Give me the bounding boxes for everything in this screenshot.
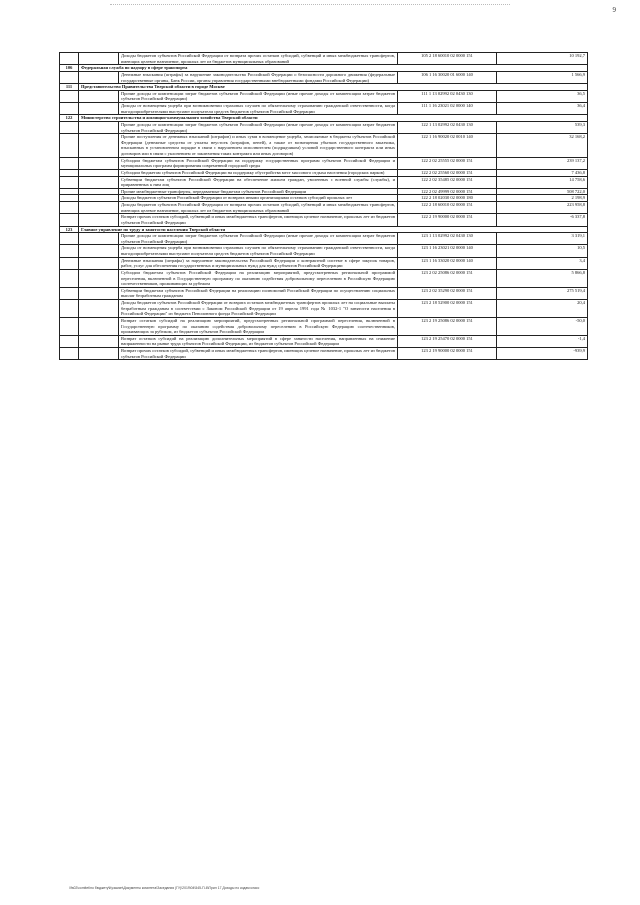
amount-cell: 508 722,0 bbox=[497, 188, 588, 195]
revenue-description: Прочие поступления от денежных взысканий (штрафов) и иных сумм в возмещение ущерба, зачисляемые в бюджеты субъектов Российской Федерации (денежные средства от уплаты неустоек (штрафов, пеней), а также от возмещения убытков государственного заказчика, взысканных в установленном порядке в связи с нарушением исполнителем (подрядчиком) условий государственного контракта или иных договоров или в связи с уклонением от заключения таких контракта или иных договоров) bbox=[119, 134, 398, 158]
amount-cell: 239 137,2 bbox=[497, 157, 588, 169]
row-blank-cell bbox=[79, 317, 119, 335]
row-code-cell bbox=[60, 269, 79, 287]
budget-classification-code: 122 2 02 49999 02 0000 151 bbox=[398, 188, 497, 195]
budget-classification-code: 123 1 16 23021 02 0000 140 bbox=[398, 245, 497, 257]
administrator-row bbox=[60, 226, 588, 233]
revenue-description: Доходы бюджетов субъектов Российской Федерации от возврата остатков межбюджетных трансфертов прошлых лет на социальные выплаты безработным гражданам в соответствии с Законом Российской Федерации от 19 апреля 1991 года № 1032-1 "О занятости населения в Российской Федерации" из бюджета Пенсионного фонда Российской Федерации bbox=[119, 300, 398, 318]
row-code-cell bbox=[60, 257, 79, 269]
row-blank-cell bbox=[79, 300, 119, 318]
budget-classification-code: 123 1 16 33020 02 0000 140 bbox=[398, 257, 497, 269]
administrator-title: Главное управление по труду и занятости населения Тверской области bbox=[79, 226, 588, 233]
revenue-description: Субсидии бюджетам субъектов Российской Федерации на поддержку обустройства мест массового отдыха населения (городских парков) bbox=[119, 169, 398, 176]
revenue-description: Прочие доходы от компенсации затрат бюджетов субъектов Российской Федерации (иные прочие доходы от компенсации затрат бюджетов субъектов Российской Федерации) bbox=[119, 233, 398, 245]
revenue-description: Доходы бюджетов субъектов Российской Федерации от возврата иными организациями остатков субсидий прошлых лет bbox=[119, 195, 398, 202]
amount-cell: 3,4 bbox=[497, 257, 588, 269]
row-blank-cell bbox=[79, 214, 119, 226]
file-path-footer: \\fs02\comitet\по бюджету\Кузьмин\Документы комитета\Заседания (ГУ)\2019\04\545-П-6\Прил 17 Доходы по кодам класс bbox=[69, 886, 260, 890]
revenue-description: Доходы бюджетов субъектов Российской Федерации от возврата прочих остатков субсидий, субвенций и иных межбюджетных трансфертов, имеющих целевое назначение, прошлых лет из бюджетов муниципальных образований bbox=[119, 53, 398, 65]
budget-classification-code: 122 2 18 02030 02 0000 180 bbox=[398, 195, 497, 202]
budget-classification-code: 123 2 19 90000 02 0000 151 bbox=[398, 348, 497, 360]
table-row bbox=[60, 317, 588, 335]
table-row bbox=[60, 300, 588, 318]
budget-classification-code: 122 2 18 60010 02 0000 151 bbox=[398, 202, 497, 214]
revenue-description: Доходы бюджетов субъектов Российской Федерации от возврата прочих остатков субсидий, субвенций и иных межбюджетных трансфертов, имеющих целевое назначение, прошлых лет из бюджетов муниципальных образований bbox=[119, 202, 398, 214]
administrator-code: 123 bbox=[60, 226, 79, 233]
row-blank-cell bbox=[79, 103, 119, 115]
table-row bbox=[60, 103, 588, 115]
budget-classification-code: 123 2 19 25086 02 0000 151 bbox=[398, 317, 497, 335]
row-code-cell bbox=[60, 169, 79, 176]
row-code-cell bbox=[60, 287, 79, 299]
revenue-description: Доходы от возмещения ущерба при возникновении страховых случаев по обязательному страхованию гражданской ответственности, когда выгодоприобретателями выступают получатели средств бюджетов субъектов Российской Федерации bbox=[119, 103, 398, 115]
budget-classification-code: 111 1 16 23021 02 0000 140 bbox=[398, 103, 497, 115]
row-blank-cell bbox=[79, 71, 119, 83]
revenue-table-body bbox=[60, 53, 588, 360]
table-row bbox=[60, 287, 588, 299]
row-code-cell bbox=[60, 317, 79, 335]
row-blank-cell bbox=[79, 348, 119, 360]
revenue-description: Прочие доходы от компенсации затрат бюджетов субъектов Российской Федерации (иные прочие доходы от компенсации затрат бюджетов субъектов Российской Федерации) bbox=[119, 90, 398, 102]
budget-classification-code: 123 2 19 25470 02 0000 151 bbox=[398, 335, 497, 347]
table-row bbox=[60, 245, 588, 257]
row-blank-cell bbox=[79, 121, 119, 133]
row-blank-cell bbox=[79, 335, 119, 347]
row-blank-cell bbox=[79, 287, 119, 299]
amount-cell: 3 319,1 bbox=[497, 233, 588, 245]
amount-cell: 7 436,8 bbox=[497, 169, 588, 176]
table-row bbox=[60, 121, 588, 133]
amount-cell: 10,5 bbox=[497, 245, 588, 257]
amount-cell: 539,3 bbox=[497, 121, 588, 133]
row-code-cell bbox=[60, 233, 79, 245]
revenue-description: Субвенции бюджетам субъектов Российской Федерации на реализацию полномочий Российской Федерации по осуществлению социальных выплат безработным гражданам bbox=[119, 287, 398, 299]
row-code-cell bbox=[60, 300, 79, 318]
row-code-cell bbox=[60, 71, 79, 83]
row-code-cell bbox=[60, 176, 79, 188]
table-row bbox=[60, 90, 588, 102]
table-row bbox=[60, 169, 588, 176]
table-row bbox=[60, 176, 588, 188]
row-code-cell bbox=[60, 134, 79, 158]
revenue-description: Возврат остатков субсидий на реализацию мероприятий, предусмотренных региональной программой переселения, включенной в Государственную программу по оказанию содействия добровольному переселению в Российскую Федерацию соотечественников, проживающих за рубежом, из бюджетов субъектов Российской Федерации bbox=[119, 317, 398, 335]
row-code-cell bbox=[60, 335, 79, 347]
table-row bbox=[60, 53, 588, 65]
amount-cell: 36,5 bbox=[497, 90, 588, 102]
budget-classification-code: 105 2 18 60010 02 0000 151 bbox=[398, 53, 497, 65]
table-row bbox=[60, 134, 588, 158]
table-row bbox=[60, 269, 588, 287]
budget-classification-code: 123 1 13 02992 02 0430 130 bbox=[398, 233, 497, 245]
row-blank-cell bbox=[79, 195, 119, 202]
revenue-description: Возврат прочих остатков субсидий, субвенций и иных межбюджетных трансфертов, имеющих целевое назначение, прошлых лет из бюджетов субъектов Российской Федерации bbox=[119, 214, 398, 226]
row-blank-cell bbox=[79, 233, 119, 245]
page-number: 9 bbox=[612, 6, 616, 14]
row-code-cell bbox=[60, 121, 79, 133]
amount-cell: 20,4 bbox=[497, 300, 588, 318]
administrator-code: 106 bbox=[60, 65, 79, 72]
revenue-description: Денежные взыскания (штрафы) за нарушение законодательства Российской Федерации о контрактной системе в сфере закупок товаров, работ, услуг для обеспечения государственных и муниципальных нужд для нужд субъектов Российской Федерации bbox=[119, 257, 398, 269]
row-blank-cell bbox=[79, 176, 119, 188]
administrator-code: 111 bbox=[60, 84, 79, 91]
budget-classification-code: 123 2 02 25086 02 0000 151 bbox=[398, 269, 497, 287]
row-blank-cell bbox=[79, 53, 119, 65]
amount-cell: -1,4 bbox=[497, 335, 588, 347]
administrator-title: Министерство строительства и жилищно-коммунального хозяйства Тверской области bbox=[79, 115, 588, 122]
row-blank-cell bbox=[79, 157, 119, 169]
row-blank-cell bbox=[79, 269, 119, 287]
revenue-description: Прочие доходы от компенсации затрат бюджетов субъектов Российской Федерации (иные прочие доходы от компенсации затрат бюджетов субъектов Российской Федерации) bbox=[119, 121, 398, 133]
row-code-cell bbox=[60, 103, 79, 115]
revenue-description: Возврат остатков субсидий на реализацию дополнительных мероприятий в сфере занятости населения, направленных на снижение напряженности на рынке труда субъектов Российской Федерации, из бюджетов субъектов Российской Федерации bbox=[119, 335, 398, 347]
revenue-table bbox=[59, 52, 588, 360]
budget-classification-code: 106 1 16 30020 01 6000 140 bbox=[398, 71, 497, 83]
table-row bbox=[60, 233, 588, 245]
revenue-description: Субвенции бюджетам субъектов Российской Федерации на обеспечение жильем граждан, уволенных с военной службы (службы), и приравненных к ним лиц bbox=[119, 176, 398, 188]
table-row bbox=[60, 335, 588, 347]
administrator-row bbox=[60, 84, 588, 91]
administrator-title: Представительство Правительства Тверской области в городе Москве bbox=[79, 84, 588, 91]
row-code-cell bbox=[60, 188, 79, 195]
administrator-title: Федеральная служба по надзору в сфере транспорта bbox=[79, 65, 588, 72]
amount-cell: -50,0 bbox=[497, 317, 588, 335]
row-blank-cell bbox=[79, 188, 119, 195]
revenue-description: Доходы от возмещения ущерба при возникновении страховых случаев по обязательному страхованию гражданской ответственности, когда выгодоприобретателями выступают получатели средств бюджетов субъектов Российской Федерации bbox=[119, 245, 398, 257]
row-blank-cell bbox=[79, 90, 119, 102]
amount-cell: -6 337,8 bbox=[497, 214, 588, 226]
revenue-description: Субсидии бюджетам субъектов Российской Федерации на поддержку государственных программ субъектов Российской Федерации и муниципальных программ формирования современной городской среды bbox=[119, 157, 398, 169]
administrator-row bbox=[60, 115, 588, 122]
revenue-description: Прочие межбюджетные трансферты, передаваемые бюджетам субъектов Российской Федерации bbox=[119, 188, 398, 195]
amount-cell: 36,4 bbox=[497, 103, 588, 115]
row-blank-cell bbox=[79, 245, 119, 257]
budget-classification-code: 122 2 02 35485 02 0000 151 bbox=[398, 176, 497, 188]
row-code-cell bbox=[60, 53, 79, 65]
row-code-cell bbox=[60, 90, 79, 102]
table-row bbox=[60, 71, 588, 83]
amount-cell: 10 192,7 bbox=[497, 53, 588, 65]
table-row bbox=[60, 214, 588, 226]
row-code-cell bbox=[60, 202, 79, 214]
administrator-row bbox=[60, 65, 588, 72]
row-blank-cell bbox=[79, 202, 119, 214]
revenue-description: Возврат прочих остатков субсидий, субвенций и иных межбюджетных трансфертов, имеющих целевое назначение, прошлых лет из бюджетов субъектов Российской Федерации bbox=[119, 348, 398, 360]
administrator-code: 122 bbox=[60, 115, 79, 122]
budget-classification-code: 111 1 13 02992 02 0430 130 bbox=[398, 90, 497, 102]
budget-classification-code: 122 2 02 25560 02 0000 151 bbox=[398, 169, 497, 176]
amount-cell: 2 198,9 bbox=[497, 195, 588, 202]
table-row bbox=[60, 195, 588, 202]
row-blank-cell bbox=[79, 169, 119, 176]
amount-cell: 14 758,6 bbox=[497, 176, 588, 188]
table-row bbox=[60, 348, 588, 360]
amount-cell: 32 168,2 bbox=[497, 134, 588, 158]
table-row bbox=[60, 188, 588, 195]
table-row bbox=[60, 257, 588, 269]
table-row bbox=[60, 202, 588, 214]
budget-classification-code: 122 1 16 90020 02 0010 140 bbox=[398, 134, 497, 158]
row-code-cell bbox=[60, 245, 79, 257]
amount-cell: 1 566,9 bbox=[497, 71, 588, 83]
amount-cell: 223 958,8 bbox=[497, 202, 588, 214]
revenue-description: Денежные взыскания (штрафы) за нарушение законодательства Российской Федерации о безопасности дорожного движения (федеральные государственные органы, Банк России, органы управления государственными внебюджетными фондами Российской Федерации) bbox=[119, 71, 398, 83]
table-row bbox=[60, 157, 588, 169]
row-code-cell bbox=[60, 214, 79, 226]
row-code-cell bbox=[60, 157, 79, 169]
budget-classification-code: 123 2 18 52900 02 0000 151 bbox=[398, 300, 497, 318]
row-code-cell bbox=[60, 195, 79, 202]
row-blank-cell bbox=[79, 257, 119, 269]
scan-top-line bbox=[110, 4, 510, 5]
amount-cell: 5 866,8 bbox=[497, 269, 588, 287]
revenue-description: Субсидии бюджетам субъектов Российской Федерации на реализацию мероприятий, предусмотренных региональной программой переселения, включенной в Государственную программу по оказанию содействия добровольному переселению в Российскую Федерацию соотечественников, проживающих за рубежом bbox=[119, 269, 398, 287]
row-blank-cell bbox=[79, 134, 119, 158]
budget-classification-code: 122 2 19 90000 02 0000 151 bbox=[398, 214, 497, 226]
budget-classification-code: 123 2 02 35290 02 0000 151 bbox=[398, 287, 497, 299]
row-code-cell bbox=[60, 348, 79, 360]
budget-classification-code: 122 2 02 25555 02 0000 151 bbox=[398, 157, 497, 169]
budget-classification-code: 122 1 13 02992 02 0430 130 bbox=[398, 121, 497, 133]
amount-cell: 275 519,4 bbox=[497, 287, 588, 299]
amount-cell: -939,9 bbox=[497, 348, 588, 360]
